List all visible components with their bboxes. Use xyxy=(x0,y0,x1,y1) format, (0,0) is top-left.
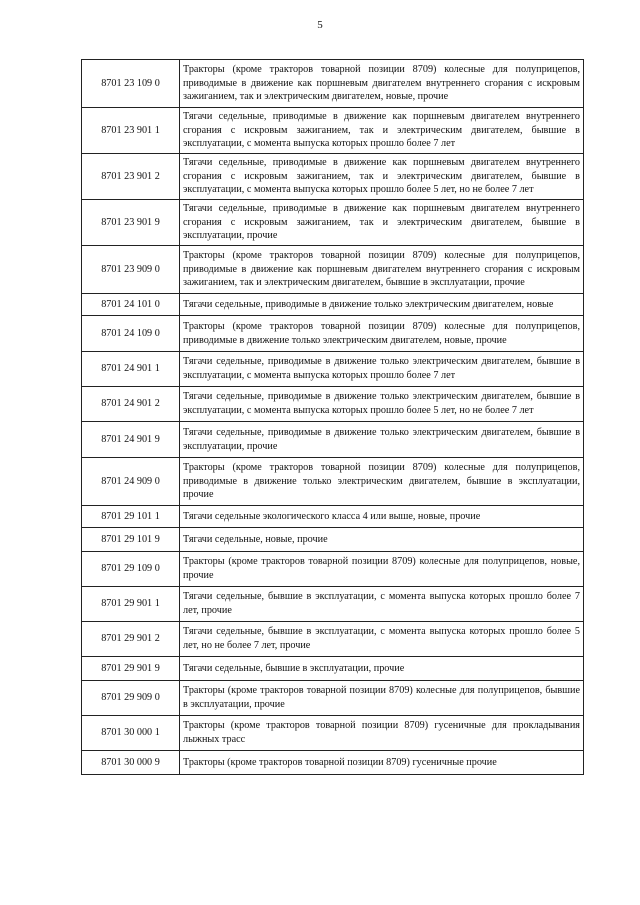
goods-description xyxy=(180,657,584,681)
tnved-code: 8701 24 909 0 xyxy=(82,458,180,506)
goods-description xyxy=(180,60,584,108)
description-line: приводимые в движение как поршневым двигателем внутреннего сгорания с искровым xyxy=(183,77,580,89)
tnved-code: 8701 24 901 1 xyxy=(82,352,180,387)
goods-description xyxy=(180,552,584,587)
description-line: приводимые в движение как поршневым двигателем внутреннего сгорания с искровым xyxy=(183,263,580,275)
table-row xyxy=(82,681,584,716)
table-row xyxy=(82,200,584,246)
table-row xyxy=(82,387,584,422)
description-line: в эксплуатации, прочие xyxy=(183,426,580,452)
description-line: Тракторы (кроме тракторов товарной позиции 8709) колесные для полуприцепов, xyxy=(183,63,580,75)
description-line: Тягачи седельные, приводимые в движение как поршневым двигателем внутреннего xyxy=(183,202,580,214)
goods-description xyxy=(180,200,584,246)
table-row xyxy=(82,108,584,154)
goods-description xyxy=(180,387,584,422)
tnved-code: 8701 24 101 0 xyxy=(82,294,180,316)
table-row xyxy=(82,622,584,657)
description-line: прочие xyxy=(183,489,214,501)
description-line: бывшие в эксплуатации, прочие xyxy=(183,685,581,710)
goods-description xyxy=(180,506,584,528)
description-line: Тракторы (кроме тракторов товарной позиции 8709) гусеничные для прокладывания xyxy=(183,720,580,732)
table-row xyxy=(82,587,584,622)
description-line: Тракторы (кроме тракторов товарной позиции 8709) колесные для полуприцепов, xyxy=(183,320,580,332)
tnved-code: 8701 24 901 2 xyxy=(82,387,180,422)
table-row xyxy=(82,422,584,458)
tnved-code: 8701 23 901 9 xyxy=(82,200,180,246)
description-line: сгорания с искровым зажиганием, так и электрическим двигателем, бывшие в xyxy=(183,170,580,182)
page-number: 5 xyxy=(317,19,323,31)
description-line: зажиганием, так и электрическим двигателем, новые, прочие xyxy=(183,91,449,103)
description-line: лыжных трасс xyxy=(183,734,246,745)
table-row xyxy=(82,657,584,681)
tnved-code: 8701 24 901 9 xyxy=(82,422,180,458)
tnved-code: 8701 30 000 9 xyxy=(82,751,180,775)
description-line: приводимые в движение только электрическим двигателем, новые, прочие xyxy=(183,334,507,346)
tnved-code: 8701 23 909 0 xyxy=(82,246,180,294)
goods-description xyxy=(180,751,584,775)
goods-description xyxy=(180,716,584,751)
tnved-code: 8701 29 109 0 xyxy=(82,552,180,587)
description-line: Тягачи седельные, бывшие в эксплуатации, с момента выпуска которых прошло более xyxy=(183,626,572,638)
table-row xyxy=(82,316,584,352)
goods-description xyxy=(180,622,584,657)
description-line: 5 лет, но не более 7 лет, прочие xyxy=(183,626,580,651)
tnved-code: 8701 23 901 2 xyxy=(82,154,180,200)
table-row xyxy=(82,528,584,552)
goods-description xyxy=(180,681,584,716)
description-line: эксплуатации, с момента выпуска которых прошло более 5 лет, но не более 7 лет xyxy=(183,184,534,196)
goods-description xyxy=(180,108,584,154)
goods-description xyxy=(180,422,584,458)
description-line: Тягачи седельные, бывшие в эксплуатации, с момента выпуска которых прошло более xyxy=(183,591,572,603)
description-line: Тракторы (кроме тракторов товарной позиции 8709) колесные для полуприцепов, xyxy=(183,556,547,568)
description-line: 7 лет, прочие xyxy=(183,591,580,616)
tnved-code: 8701 29 901 2 xyxy=(82,622,180,657)
table-row xyxy=(82,506,584,528)
table-row xyxy=(82,60,584,108)
description-line: сгорания с искровым зажиганием, так и электрическим двигателем, бывшие в xyxy=(183,124,580,136)
description-line: Тягачи седельные экологического класса 4 или выше, новые, прочие xyxy=(183,510,481,522)
description-line: Тракторы (кроме тракторов товарной позиции 8709) колесные для полуприцепов, xyxy=(183,461,580,473)
goods-description xyxy=(180,246,584,294)
table-row xyxy=(82,154,584,200)
description-line: в эксплуатации, с момента выпуска которых прошло более 7 лет xyxy=(183,356,580,381)
description-line: Тягачи седельные, новые, прочие xyxy=(183,533,328,545)
description-line: зажиганием, так и электрическим двигателем, бывшие в эксплуатации, прочие xyxy=(183,277,525,289)
tnved-code: 8701 30 000 1 xyxy=(82,716,180,751)
table-row xyxy=(82,246,584,294)
tnved-code: 8701 29 901 1 xyxy=(82,587,180,622)
description-line: Тягачи седельные, приводимые в движение только электрическим двигателем, бывшие xyxy=(183,391,572,403)
description-line: эксплуатации, прочие xyxy=(183,230,278,242)
goods-description xyxy=(180,154,584,200)
description-line: Тягачи седельные, приводимые в движение только электрическим двигателем, новые xyxy=(183,298,554,310)
table-row xyxy=(82,716,584,751)
tnved-code: 8701 29 909 0 xyxy=(82,681,180,716)
table-row xyxy=(82,751,584,775)
description-line: в эксплуатации, с момента выпуска которых прошло более 5 лет, но не более 7 лет xyxy=(183,391,580,416)
description-line: Тракторы (кроме тракторов товарной позиции 8709) колесные для полуприцепов, xyxy=(183,249,580,261)
goods-description xyxy=(180,528,584,552)
description-line: новые, прочие xyxy=(183,556,581,581)
description-line: Тягачи седельные, приводимые в движение как поршневым двигателем внутреннего xyxy=(183,110,580,122)
tnved-code: 8701 29 901 9 xyxy=(82,657,180,681)
description-line: приводимые в движение только электрическим двигателем, бывшие в эксплуатации, xyxy=(183,475,580,487)
goods-description xyxy=(180,294,584,316)
description-line: Тягачи седельные, бывшие в эксплуатации, прочие xyxy=(183,662,405,674)
tnved-code: 8701 23 109 0 xyxy=(82,60,180,108)
tnved-code: 8701 24 109 0 xyxy=(82,316,180,352)
description-line: Тягачи седельные, приводимые в движение только электрическим двигателем, бывшие xyxy=(183,356,572,368)
goods-description xyxy=(180,316,584,352)
description-line: Тягачи седельные, приводимые в движение только электрическим двигателем, бывшие xyxy=(183,426,572,438)
goods-description xyxy=(180,352,584,387)
description-line: Тракторы (кроме тракторов товарной позиции 8709) колесные для полуприцепов, xyxy=(183,685,543,697)
table-body xyxy=(82,60,584,775)
description-line: эксплуатации, с момента выпуска которых прошло более 7 лет xyxy=(183,138,456,150)
tariff-code-table xyxy=(81,59,584,775)
table-row xyxy=(82,552,584,587)
table-row xyxy=(82,352,584,387)
table-row xyxy=(82,294,584,316)
goods-description xyxy=(180,458,584,506)
goods-description xyxy=(180,587,584,622)
tnved-code: 8701 23 901 1 xyxy=(82,108,180,154)
description-line: Тягачи седельные, приводимые в движение как поршневым двигателем внутреннего xyxy=(183,156,580,168)
description-line: сгорания с искровым зажиганием, так и электрическим двигателем, бывшие в xyxy=(183,216,580,228)
tnved-code: 8701 29 101 9 xyxy=(82,528,180,552)
description-line: Тракторы (кроме тракторов товарной позиции 8709) гусеничные прочие xyxy=(183,756,497,768)
tnved-code: 8701 29 101 1 xyxy=(82,506,180,528)
table-row xyxy=(82,458,584,506)
